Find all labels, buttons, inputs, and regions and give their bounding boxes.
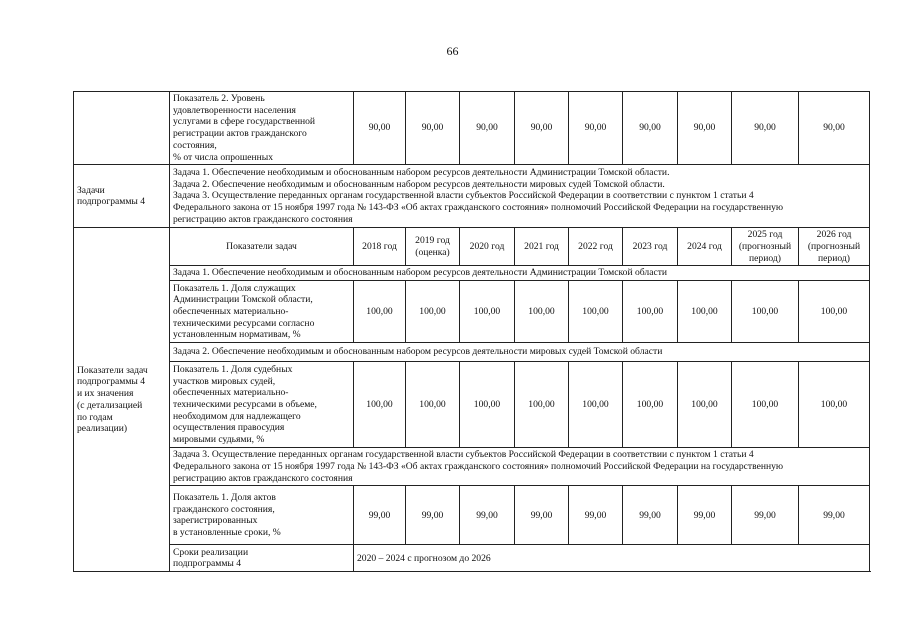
value-cell: 100,00 [799,362,870,448]
value-cell: 100,00 [678,281,732,343]
value-cell: 100,00 [460,281,515,343]
task-1-title: Задача 1. Обеспечение необходимым и обоснованным набором ресурсов деятельности Администрации Томской области [170,266,870,281]
header-year: 2025 год (прогнозный период) [732,228,799,266]
value-cell: 100,00 [354,281,406,343]
value-cell: 90,00 [732,92,799,165]
value-cell: 100,00 [460,362,515,448]
value-cell: 99,00 [623,486,678,545]
task-1-title-row [74,266,870,281]
value-cell: 90,00 [460,92,515,165]
value-cell: 100,00 [354,362,406,448]
task-3-indicator-row [74,486,870,545]
header-year: 2021 год [515,228,569,266]
value-cell: 100,00 [515,281,569,343]
header-year: 2020 год [460,228,515,266]
value-cell: 90,00 [569,92,623,165]
value-cell: 100,00 [799,281,870,343]
header-year: 2023 год [623,228,678,266]
value-cell: 100,00 [678,362,732,448]
task-2-indicator-row [74,362,870,448]
value-cell: 100,00 [569,281,623,343]
value-cell: 99,00 [569,486,623,545]
indicator-2-row [74,92,870,165]
task-1-indicator-label: Показатель 1. Доля служащих Администрации Томской области, обеспеченных материально- техническими ресурсами согласно установленным нормативам, % [170,281,354,343]
task-1-indicator-row [74,281,870,343]
header-indicators: Показатели задач [170,228,354,266]
value-cell: 90,00 [515,92,569,165]
header-year: 2026 год (прогнозный период) [799,228,870,266]
tasks-list: Задача 1. Обеспечение необходимым и обоснованным набором ресурсов деятельности Администрации Томской области. Задача 2. Обеспечение необходимым и обоснованным набором ресурсов деятельности мировых судей Томской области. Задача 3. Осуществление переданных органам государственной власти субъектов Российской Федерации в соответствии с пунктом 1 статьи 4 Федерального закона от 15 ноября 1997 года № 143-ФЗ «Об актах гражданского состояния» полномочий Российской Федерации на государственную регистрацию актов гражданского состояния [170,165,870,228]
header-year: 2019 год (оценка) [406,228,460,266]
value-cell: 100,00 [406,281,460,343]
header-year: 2022 год [569,228,623,266]
value-cell: 90,00 [678,92,732,165]
task-3-indicator-label: Показатель 1. Доля актов гражданского состояния, зарегистрированных в установленные сроки, % [170,486,354,545]
value-cell: 99,00 [515,486,569,545]
value-cell: 99,00 [799,486,870,545]
task-2-title-row [74,343,870,362]
value-cell: 90,00 [354,92,406,165]
value-cell: 90,00 [799,92,870,165]
value-cell: 99,00 [460,486,515,545]
value-cell: 90,00 [623,92,678,165]
task-2-indicator-label: Показатель 1. Доля судебных участков мировых судей, обеспеченных материально- техническими ресурсами в объеме, необходимом для надлежащего осуществления правосудия мировыми судьями, % [170,362,354,448]
header-year: 2024 год [678,228,732,266]
subprogram-passport-table [73,91,870,572]
terms-value: 2020 – 2024 с прогнозом до 2026 [354,545,870,572]
value-cell: 99,00 [354,486,406,545]
value-cell: 100,00 [623,281,678,343]
value-cell: 100,00 [623,362,678,448]
tasks-row [74,165,870,228]
indicators-side-label: Показатели задач подпрограммы 4 и их значения (с детализацией по годам реализации) [74,228,170,572]
terms-row [74,545,870,572]
value-cell: 100,00 [515,362,569,448]
side-empty-top [74,92,170,165]
value-cell: 99,00 [732,486,799,545]
task-3-title: Задача 3. Осуществление переданных органам государственной власти субъектов Российской Федерации в соответствии с пунктом 1 статьи 4 Федерального закона от 15 ноября 1997 года № 143-ФЗ «Об актах гражданского состояния» полномочий Российской Федерации на государственную регистрацию актов гражданского состояния [170,448,870,486]
tasks-side-label: Задачи подпрограммы 4 [74,165,170,228]
value-cell: 100,00 [732,362,799,448]
indicator-2-label: Показатель 2. Уровень удовлетворенности населения услугами в сфере государственной регистрации актов гражданского состояния, % от числа опрошенных [170,92,354,165]
terms-side-label: Сроки реализации подпрограммы 4 [170,545,354,572]
value-cell: 99,00 [678,486,732,545]
value-cell: 100,00 [406,362,460,448]
value-cell: 90,00 [406,92,460,165]
value-cell: 100,00 [569,362,623,448]
page-number: 66 [446,44,459,58]
value-cell: 100,00 [732,281,799,343]
indicators-header-row [74,228,870,266]
task-2-title: Задача 2. Обеспечение необходимым и обоснованным набором ресурсов деятельности мировых судей Томской области [170,343,870,362]
value-cell: 99,00 [406,486,460,545]
task-3-title-row [74,448,870,486]
header-year: 2018 год [354,228,406,266]
